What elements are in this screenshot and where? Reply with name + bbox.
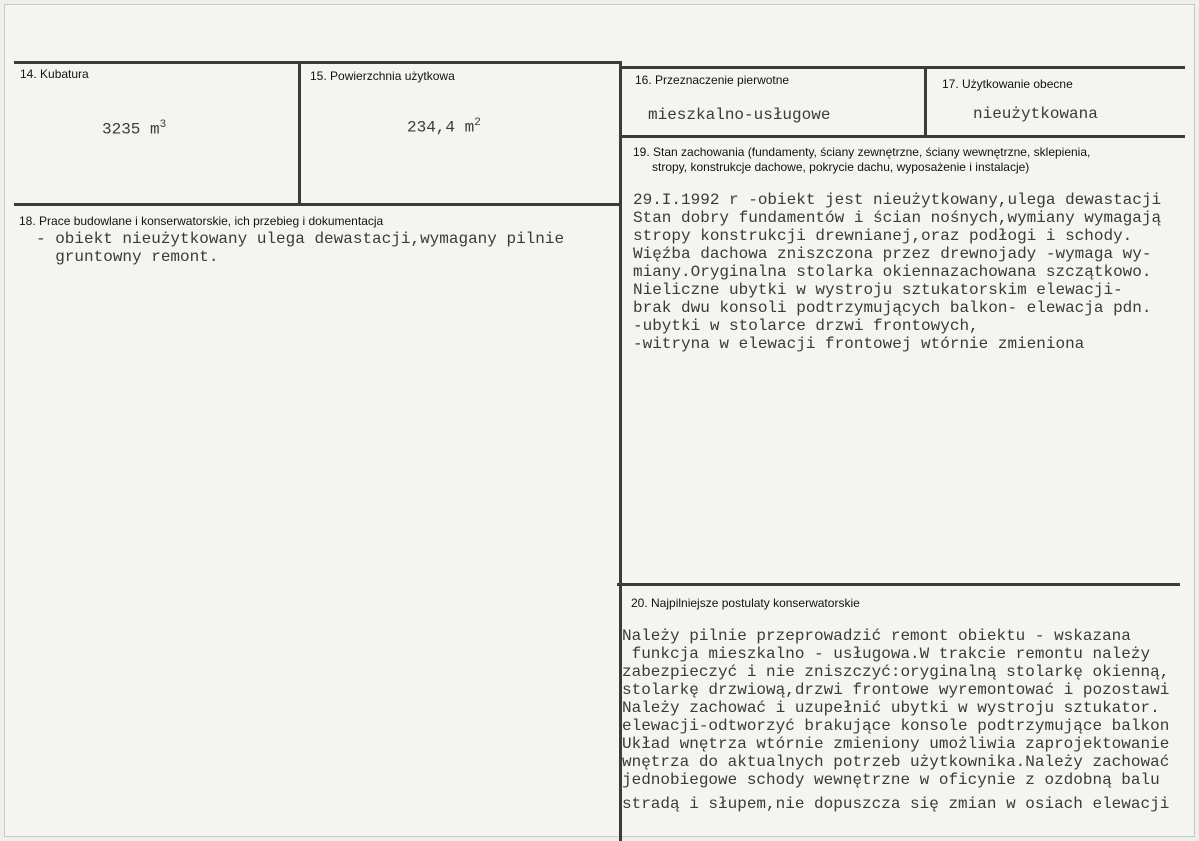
field-19-line: Stan dobry fundamentów i ścian nośnych,wymiany wymagają <box>633 209 1162 227</box>
field-17-value: nieużytkowana <box>973 105 1098 123</box>
field-20-line: zabezpieczyć i nie zniszczyć:oryginalną stolarkę okienną, <box>622 663 1170 681</box>
field-19-line: Więźba dachowa zniszczona przez drewnojady -wymaga wy- <box>633 245 1152 263</box>
field-14-label: 14. Kubatura <box>20 67 89 81</box>
field-15-value <box>407 114 481 136</box>
field-19-text <box>633 173 1161 371</box>
field-18-label: 18. Prace budowlane i konserwatorskie, ich przebieg i dokumentacja <box>19 214 384 228</box>
field-20-line: wnętrza do aktualnych potrzeb użytkownika.Należy zachować <box>622 753 1170 771</box>
rule-top-right <box>620 66 1185 69</box>
field-16-label: 16. Przeznaczenie pierwotne <box>635 73 790 87</box>
field-19-line: Nieliczne ubytki w wystroju sztukatorskim elewacji- <box>633 281 1123 299</box>
field-19-line: brak dwu konsoli podtrzymujących balkon- elewacja pdn. <box>633 299 1152 317</box>
field-14-number: 3235 m <box>102 120 160 139</box>
rule-above-20 <box>617 583 1180 586</box>
field-15-number: 234,4 m <box>407 118 475 137</box>
field-18-text <box>36 230 564 266</box>
field-20-line: funkcja mieszkalno - usługowa.W trakcie remontu należy <box>622 645 1151 663</box>
field-20-line: Należy zachować i uzupełnić ubytki w wystroju sztukator. <box>622 699 1160 717</box>
rule-under-16-17 <box>620 135 1185 138</box>
field-17-label: 17. Użytkowanie obecne <box>942 77 1073 91</box>
field-19-line: miany.Oryginalna stolarka okiennazachowana szczątkowo. <box>633 263 1152 281</box>
field-20-line: stradą i słupem,nie dopuszcza się zmian w osiach elewacji <box>622 795 1170 813</box>
field-14-unit-exponent: 3 <box>159 119 167 131</box>
field-18-line: gruntowny remont. <box>36 248 219 266</box>
field-19-line: -witryna w elewacji frontowej wtórnie zmieniona <box>633 335 1085 353</box>
field-20-line: jednobiegowe schody wewnętrzne w oficynie z ozdobną balu <box>622 771 1160 789</box>
field-20-line: Układ wnętrza wtórnie zmieniony umożliwia zaprojektowanie <box>622 735 1170 753</box>
field-20-label: 20. Najpilniejsze postulaty konserwatorskie <box>631 596 860 610</box>
field-19-label-line: 19. Stan zachowania (fundamenty, ściany zewnętrzne, ściany wewnętrzne, sklepienia, <box>633 145 1091 159</box>
field-15-unit-exponent: 2 <box>474 117 481 129</box>
field-19-line: stropy konstrukcji drewnianej,oraz podłogi i schody. <box>633 227 1133 245</box>
field-14-value <box>102 116 166 138</box>
field-19-line: -ubytki w stolarce drzwi frontowych, <box>633 317 979 335</box>
rule-under-14-15 <box>14 203 622 206</box>
field-20-line: Należy pilnie przeprowadzić remont obiektu - wskazana <box>622 627 1131 645</box>
rule-v-14-15 <box>298 61 301 204</box>
field-19-line: 29.I.1992 r -obiekt jest nieużytkowany,ulega dewastacji <box>633 191 1162 209</box>
field-20-line: stolarkę drzwiową,drzwi frontowe wyremontować i pozostawi <box>622 681 1170 699</box>
field-20-text <box>622 609 1195 831</box>
field-20-line: elewacji-odtworzyć brakujące konsole podtrzymujące balkon <box>622 717 1170 735</box>
field-18-line: - obiekt nieużytkowany ulega dewastacji,wymagany pilnie <box>36 230 565 248</box>
field-19-label-line: stropy, konstrukcje dachowe, pokrycie dachu, wyposażenie i instalacje) <box>652 160 1030 174</box>
rule-v-16-17 <box>924 66 927 136</box>
field-15-label: 15. Powierzchnia użytkowa <box>310 69 455 83</box>
rule-top-left <box>14 61 620 64</box>
field-16-value: mieszkalno-usługowe <box>648 106 831 124</box>
